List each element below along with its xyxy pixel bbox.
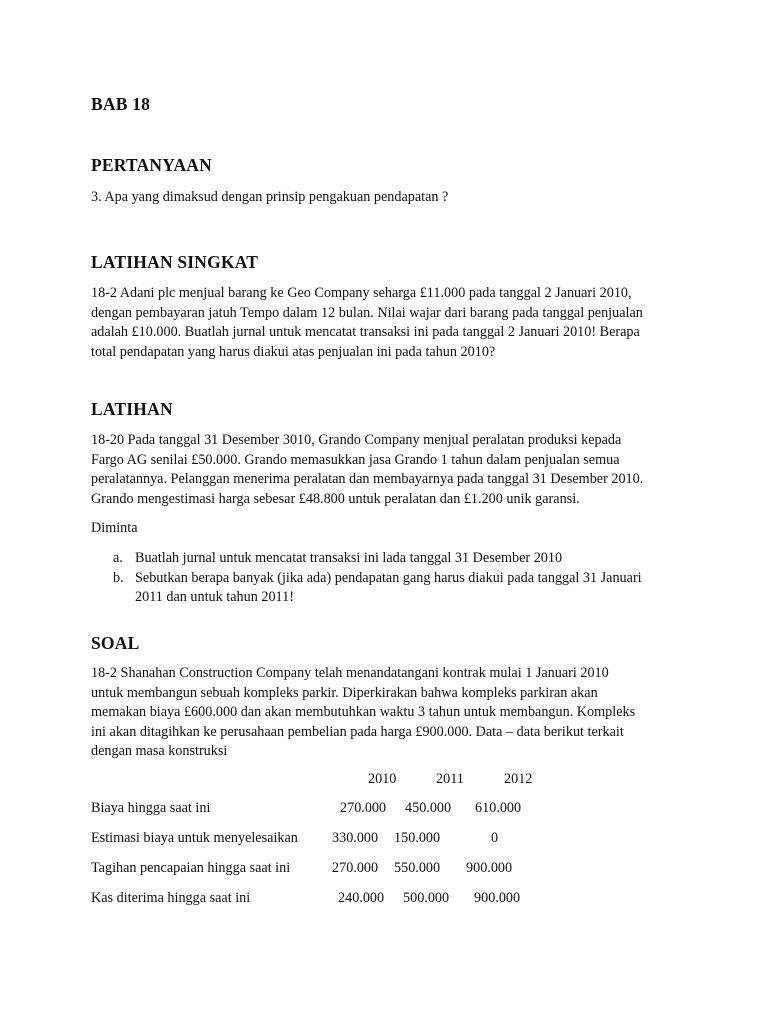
paragraph-line: dengan masa konstruksi	[91, 743, 228, 760]
table-cell: 900.000	[466, 860, 513, 876]
paragraph-line: 18-20 Pada tanggal 31 Desember 3010, Grando Company menjual peralatan produksi kepada	[91, 432, 622, 448]
task-list	[91, 549, 691, 608]
table-cell: 270.000	[340, 800, 387, 816]
list-item-text: Buatlah jurnal untuk mencatat transaksi ini lada tanggal 31 Desember 2010	[135, 550, 563, 566]
table-cell: 610.000	[475, 800, 522, 816]
table-cell: 500.000	[403, 890, 450, 906]
paragraph-line: memakan biaya £600.000 dan akan membutuhkan waktu 3 tahun untuk membangun. Kompleks	[91, 704, 636, 721]
question-3	[91, 188, 691, 208]
list-marker: a.	[113, 550, 123, 566]
table-row-label: Biaya hingga saat ini	[91, 800, 211, 816]
paragraph-line: total pendapatan yang harus diakui atas penjualan ini pada tahun 2010?	[91, 343, 496, 360]
table-cell: 330.000	[332, 830, 379, 846]
latihan-paragraph	[91, 431, 691, 509]
paragraph-line: untuk membangun sebuah kompleks parkir. Diperkirakan bahwa kompleks parkiran akan	[91, 684, 598, 701]
table-cell: 550.000	[394, 860, 441, 876]
list-item-text: 2011 dan untuk tahun 2011!	[135, 589, 294, 606]
paragraph-line: peralatannya. Pelanggan menerima peralatan dan membayarnya pada tanggal 31 Desember 2010.	[91, 471, 644, 488]
table-header-year: 2010	[368, 771, 397, 787]
paragraph-line: Fargo AG senilai £50.000. Grando memasukkan jasa Grando 1 tahun dalam penjualan semua	[91, 451, 620, 468]
paragraph-line: ini akan ditagihkan ke perusahaan pembelian pada harga £900.000. Data – data berikut terkait	[91, 723, 624, 740]
latihan-heading: LATIHAN	[91, 399, 173, 419]
soal-paragraph	[91, 664, 691, 762]
table-row-label: Estimasi biaya untuk menyelesaikan	[91, 830, 298, 846]
chapter-title: BAB 18	[91, 94, 151, 114]
question-3-text: 3. Apa yang dimaksud dengan prinsip pengakuan pendapatan ?	[91, 189, 449, 205]
paragraph-line: dengan pembayaran jatuh Tempo dalam 12 bulan. Nilai wajar dari barang pada tanggal penjualan	[91, 304, 643, 321]
table-header-year: 2012	[504, 771, 533, 787]
paragraph-line: 18-2 Shanahan Construction Company telah menandatangani kontrak mulai 1 Januari 2010	[91, 665, 609, 681]
table-header-year: 2011	[436, 771, 464, 787]
pertanyaan-heading: PERTANYAAN	[91, 155, 212, 175]
diminta-label	[91, 519, 691, 539]
table-cell: 270.000	[332, 860, 379, 876]
table-cell: 150.000	[394, 830, 441, 846]
list-item	[91, 549, 691, 569]
paragraph-line: 18-2 Adani plc menjual barang ke Geo Company seharga £11.000 pada tanggal 2 Januari 2010,	[91, 285, 632, 301]
paragraph-line: Grando mengestimasi harga sebesar £48.800 untuk peralatan dan £1.200 unik garansi.	[91, 490, 580, 507]
table-cell: 450.000	[405, 800, 452, 816]
table-cell: 240.000	[338, 890, 385, 906]
table-row-label: Kas diterima hingga saat ini	[91, 890, 251, 906]
latihan-singkat-paragraph	[91, 284, 691, 362]
table-cell: 0	[491, 830, 499, 846]
diminta-text: Diminta	[91, 520, 138, 536]
latihan-singkat-heading: LATIHAN SINGKAT	[91, 252, 259, 272]
paragraph-line: adalah £10.000. Buatlah jurnal untuk mencatat transaksi ini pada tanggal 2 Januari 2010! Berapa	[91, 324, 640, 341]
list-item	[91, 569, 691, 608]
soal-heading: SOAL	[91, 633, 140, 653]
list-item-text: Sebutkan berapa banyak (jika ada) pendapatan gang harus diakui pada tanggal 31 Januari	[135, 569, 642, 586]
table-row-label: Tagihan pencapaian hingga saat ini	[91, 860, 291, 876]
list-marker: b.	[113, 569, 124, 586]
table-cell: 900.000	[474, 890, 521, 906]
